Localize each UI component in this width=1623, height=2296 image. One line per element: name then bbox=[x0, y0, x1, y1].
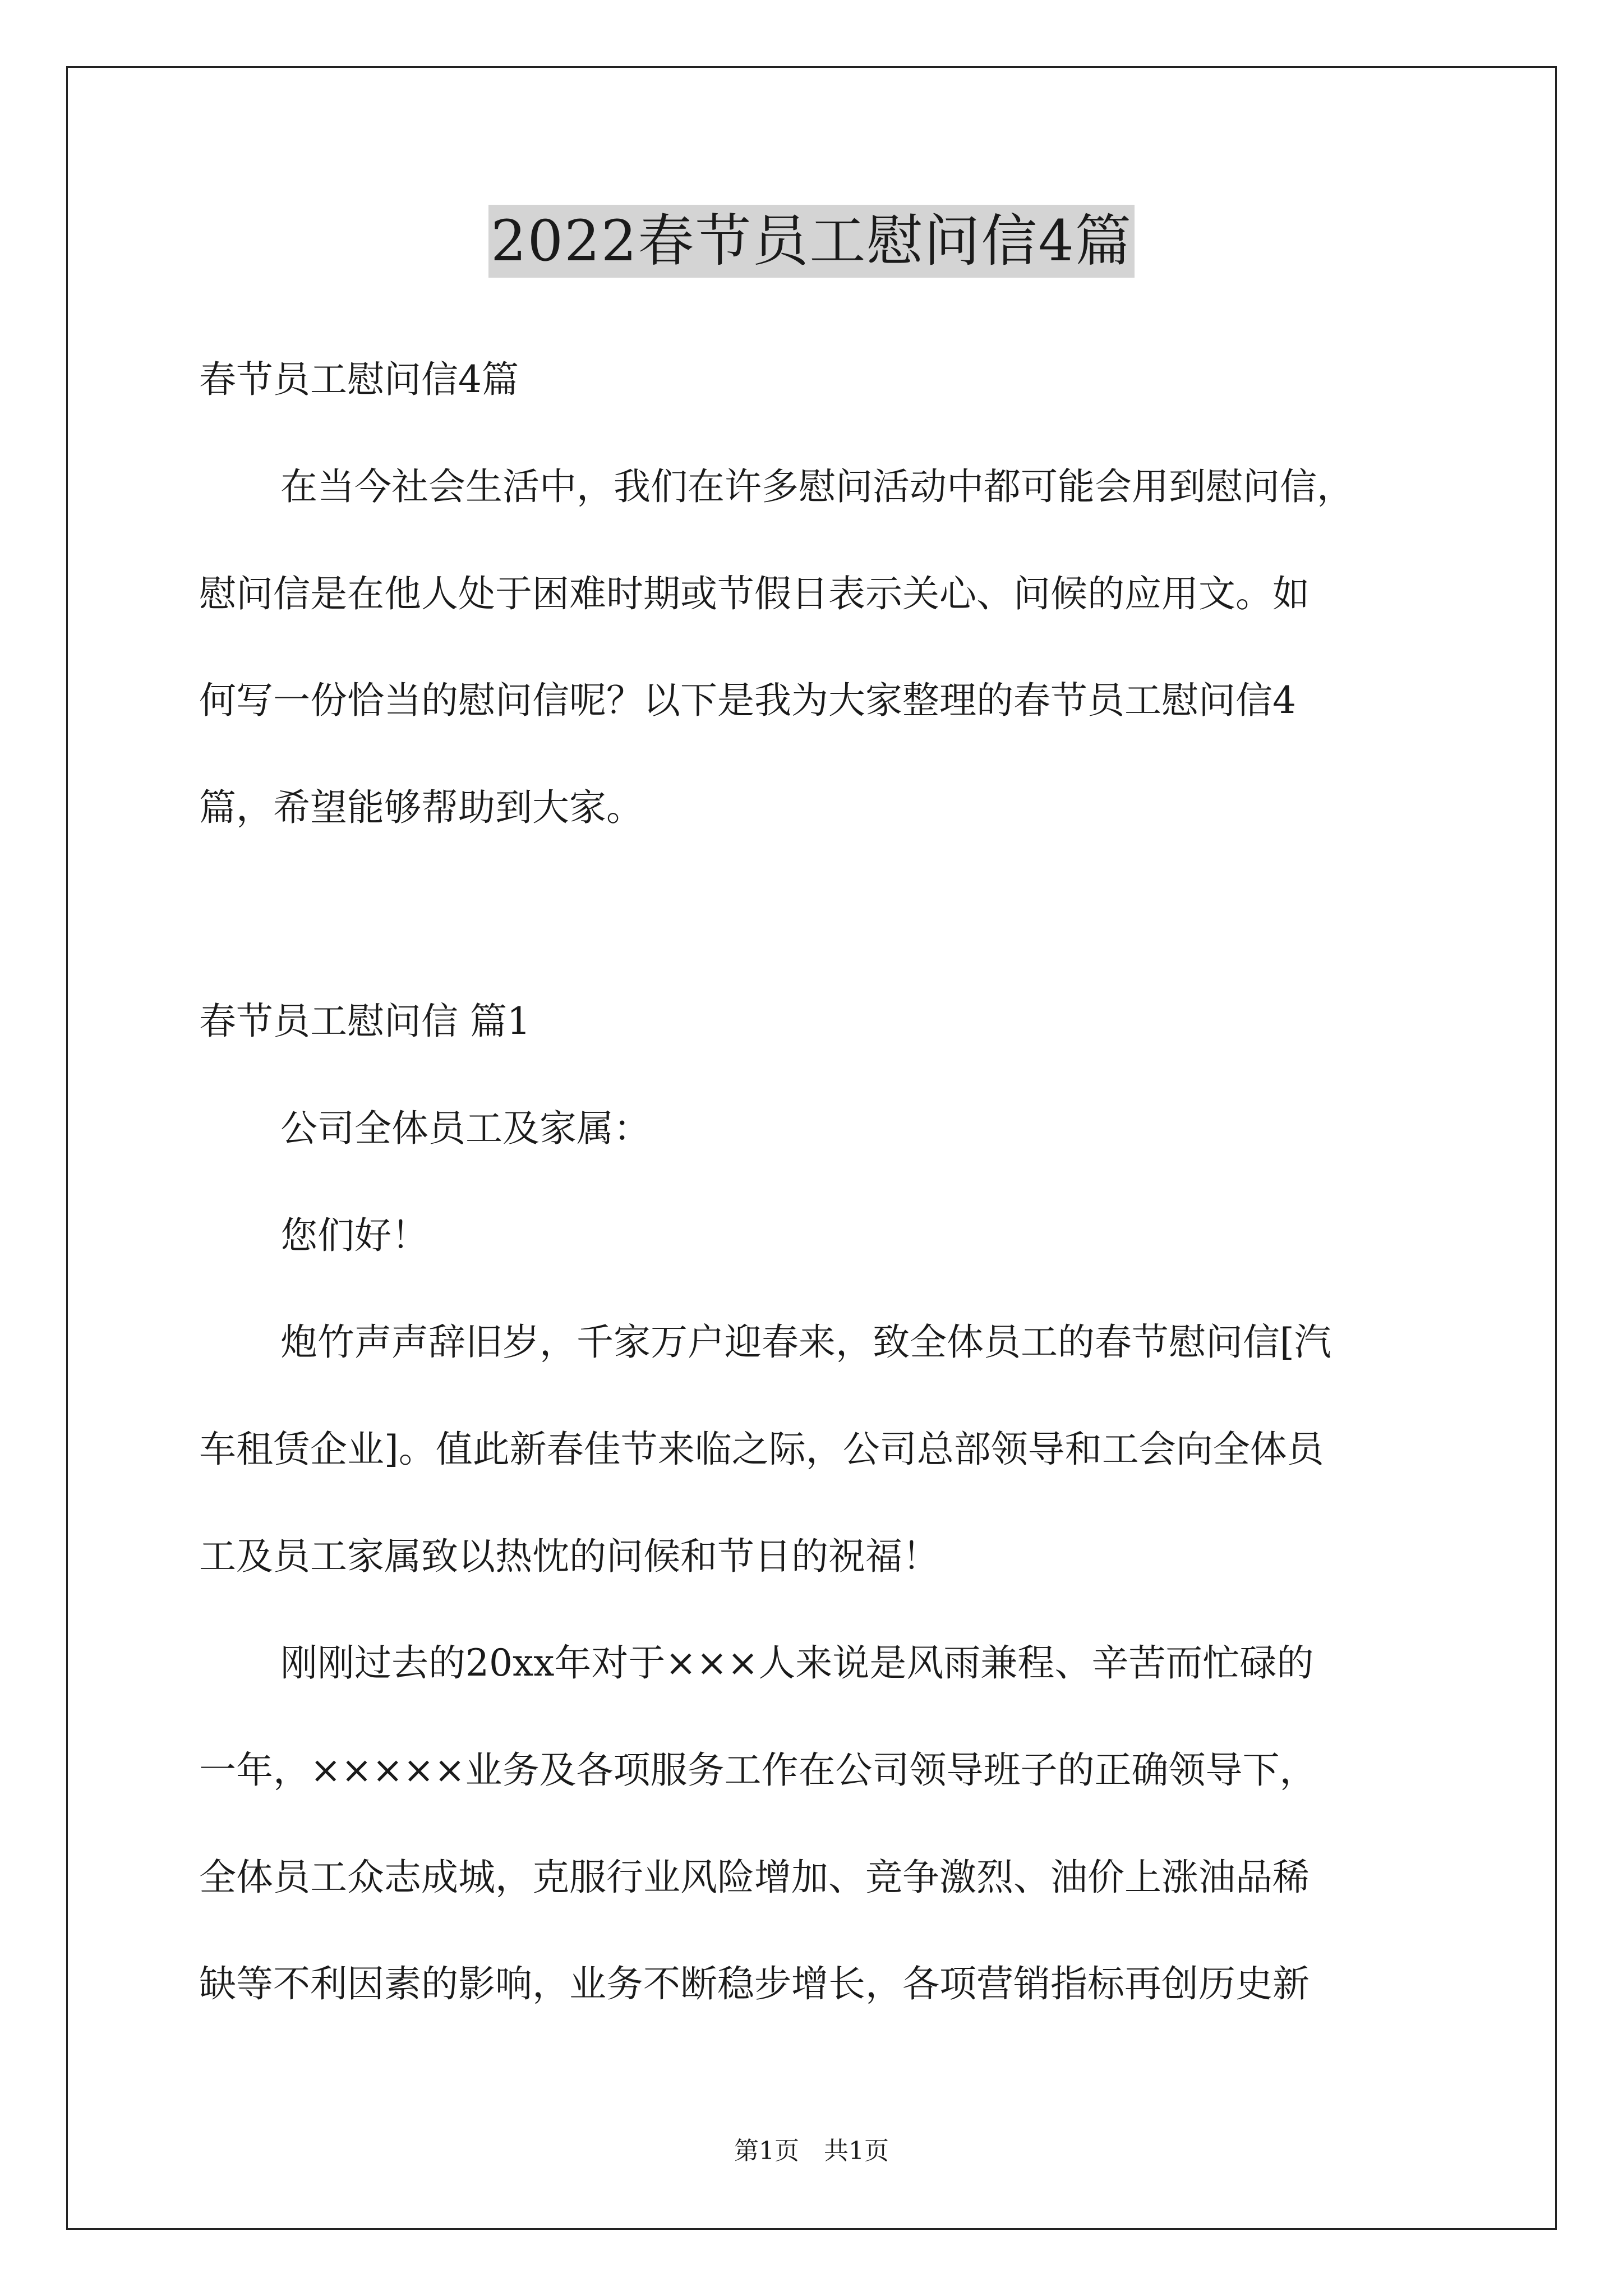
intro-line: 何写一份恰当的慰问信呢？以下是我为大家整理的春节员工慰问信4 bbox=[199, 679, 1296, 722]
title-container bbox=[0, 205, 1623, 278]
paragraph-line: 全体员工众志成城，克服行业风险增加、竞争激烈、油价上涨油品稀 bbox=[199, 1856, 1310, 1899]
page-footer: 第1页 共1页 bbox=[734, 2137, 889, 2165]
subtitle: 春节员工慰问信4篇 bbox=[199, 358, 519, 401]
paragraph-line: 一年，×××××业务及各项服务工作在公司领导班子的正确领导下， bbox=[199, 1749, 1317, 1792]
intro-line: 篇，希望能够帮助到大家。 bbox=[199, 786, 643, 829]
paragraph-line: 炮竹声声辞旧岁，千家万户迎春来，致全体员工的春节慰问信[汽 bbox=[280, 1320, 1331, 1364]
paragraph-line: 缺等不利因素的影响，业务不断稳步增长，各项营销指标再创历史新 bbox=[199, 1962, 1310, 2005]
paragraph-line: 车租赁企业]。值此新春佳节来临之际，公司总部领导和工会向全体员 bbox=[199, 1428, 1324, 1471]
section-heading: 春节员工慰问信 篇1 bbox=[199, 1000, 531, 1043]
paragraph-line: 刚刚过去的20xx年对于×××人来说是风雨兼程、辛苦而忙碌的 bbox=[280, 1641, 1314, 1685]
page-title: 2022春节员工慰问信4篇 bbox=[488, 205, 1135, 278]
salutation: 公司全体员工及家属： bbox=[280, 1107, 651, 1150]
greeting: 您们好！ bbox=[280, 1214, 428, 1257]
intro-line: 在当今社会生活中，我们在许多慰问活动中都可能会用到慰问信， bbox=[280, 465, 1354, 508]
intro-line: 慰问信是在他人处于困难时期或节假日表示关心、问候的应用文。如 bbox=[199, 572, 1310, 615]
paragraph-line: 工及员工家属致以热忱的问候和节日的祝福！ bbox=[199, 1535, 939, 1578]
